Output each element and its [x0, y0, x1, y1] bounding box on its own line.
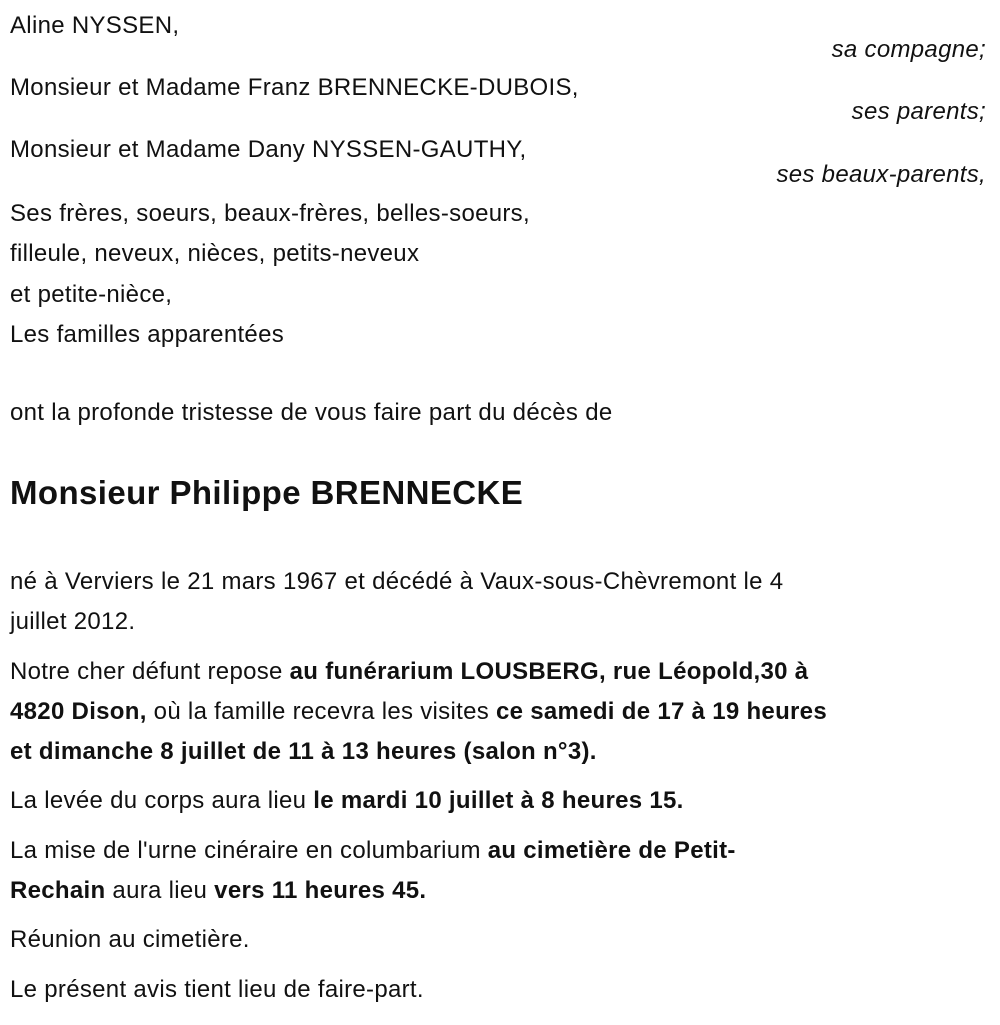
family-name-1: Aline NYSSEN, [10, 12, 180, 39]
urne-text-2: aura lieu [105, 877, 215, 904]
family-relation-2: ses parents; [851, 98, 986, 125]
closing: Le présent avis tient lieu de faire-part. [10, 976, 424, 1003]
family-name-3: Monsieur et Madame Dany NYSSEN-GAUTHY, [10, 136, 527, 163]
repose-line-1 [10, 657, 808, 687]
levee-text: La levée du corps aura lieu [10, 787, 314, 814]
family-relation-3: ses beaux-parents, [776, 161, 986, 188]
urne-line-1 [10, 836, 736, 866]
others-line-3: et petite-nièce, [10, 281, 173, 308]
family-relation-1: sa compagne; [831, 36, 986, 63]
levee-line [10, 786, 684, 816]
deceased-name: Monsieur Philippe BRENNECKE [10, 474, 524, 511]
birth-death-line-2: juillet 2012. [10, 608, 136, 635]
family-name-2: Monsieur et Madame Franz BRENNECKE-DUBOIS, [10, 74, 579, 101]
repose-line-2 [10, 697, 827, 727]
levee-time: le mardi 10 juillet à 8 heures 15. [313, 787, 684, 814]
reunion: Réunion au cimetière. [10, 926, 250, 953]
repose-city: 4820 Dison, [10, 698, 147, 725]
urne-time: vers 11 heures 45. [214, 877, 427, 904]
urne-line-2 [10, 876, 426, 906]
visit-times-2: et dimanche 8 juillet de 11 à 13 heures (salon n°3). [10, 738, 597, 765]
announcement: ont la profonde tristesse de vous faire part du décès de [10, 399, 613, 426]
birth-death-line-1: né à Verviers le 21 mars 1967 et décédé à Vaux-sous-Chèvremont le 4 [10, 568, 784, 595]
repose-text-2: où la famille recevra les visites [146, 698, 496, 725]
repose-location: au funérarium LOUSBERG, rue Léopold,30 à [289, 658, 809, 685]
visit-times-1: ce samedi de 17 à 19 heures [496, 698, 827, 725]
others-line-4: Les familles apparentées [10, 321, 285, 348]
others-line-2: filleule, neveux, nièces, petits-neveux [10, 240, 420, 267]
others-line-1: Ses frères, soeurs, beaux-frères, belles-soeurs, [10, 200, 530, 227]
repose-line-3 [10, 737, 597, 767]
urne-location-2: Rechain [10, 877, 106, 904]
repose-text: Notre cher défunt repose [10, 658, 290, 685]
urne-location: au cimetière de Petit- [487, 837, 736, 864]
urne-text: La mise de l'urne cinéraire en columbarium [10, 837, 488, 864]
